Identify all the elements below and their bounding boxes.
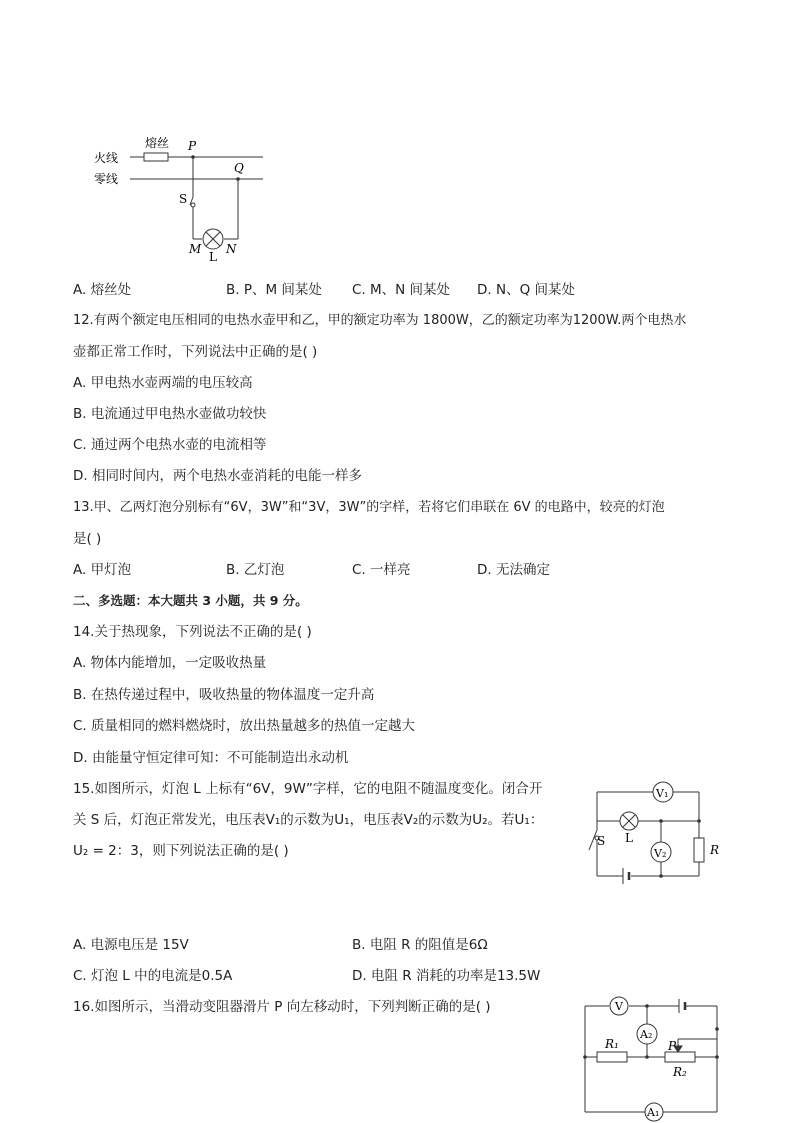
q15-v2-label: V₂ <box>654 847 667 860</box>
point-n-label: N <box>226 242 237 256</box>
q15-switch-label: S <box>597 834 606 848</box>
q15-v1-label: V₁ <box>656 787 669 800</box>
q12-option-b: B. 电流通过甲电热水壶做功较快 <box>73 406 267 422</box>
q15-option-d: D. 电阻 R 消耗的功率是13.5W <box>352 968 541 984</box>
section-heading-multi-choice: 二、多选题：本大题共 3 小题，共 9 分。 <box>73 593 308 608</box>
q13-stem-line1: 13.甲、乙两灯泡分别标有“6V，3W”和“3V，3W”的字样，若将它们串联在 6V 的电路中，较亮的灯泡 <box>73 500 665 515</box>
q15-circuit-figure <box>585 778 720 888</box>
switch-s-label: S <box>179 192 188 206</box>
q15-option-c: C. 灯泡 L 中的电流是0.5A <box>73 968 233 984</box>
q15-stem-line2: 关 S 后，灯泡正常发光，电压表V₁的示数为U₁，电压表V₂的示数为U₂。若U₁： <box>73 812 544 828</box>
q13-option-a: A. 甲灯泡 <box>73 562 132 578</box>
q16-circuit-figure <box>575 996 725 1118</box>
q11-option-c: C. M、N 间某处 <box>352 282 451 298</box>
q14-option-a: A. 物体内能增加，一定吸收热量 <box>73 655 267 671</box>
q14-option-d: D. 由能量守恒定律可知：不可能制造出永动机 <box>73 750 349 766</box>
point-p-label: P <box>188 139 197 153</box>
q13-option-d: D. 无法确定 <box>477 562 550 578</box>
q13-option-b: B. 乙灯泡 <box>226 562 285 578</box>
q12-option-c: C. 通过两个电热水壶的电流相等 <box>73 437 267 453</box>
q14-option-b: B. 在热传递过程中，吸收热量的物体温度一定升高 <box>73 687 375 703</box>
q16-a2-label: A₂ <box>640 1028 653 1041</box>
q15-resistor-label: R <box>710 843 720 857</box>
q15-lamp-label: L <box>625 831 633 845</box>
q12-stem-line1: 12.有两个额定电压相同的电热水壶甲和乙，甲的额定功率为 1800W，乙的额定功率为1200W.两个电热水 <box>73 313 687 328</box>
q15-option-b: B. 电阻 R 的阻值是6Ω <box>352 937 488 953</box>
point-q-label: Q <box>234 161 244 175</box>
fuse-label: 熔丝 <box>145 136 170 150</box>
lamp-l-label: L <box>209 250 217 264</box>
q16-voltmeter-label: V <box>615 1000 623 1013</box>
q15-option-a: A. 电源电压是 15V <box>73 937 189 953</box>
q14-stem: 14.关于热现象，下列说法不正确的是( ) <box>73 624 312 640</box>
live-wire-label: 火线 <box>94 151 119 165</box>
q11-circuit-figure <box>90 135 290 265</box>
q11-option-d: D. N、Q 间某处 <box>477 282 575 298</box>
q12-option-d: D. 相同时间内，两个电热水壶消耗的电能一样多 <box>73 468 362 484</box>
q11-option-a: A. 熔丝处 <box>73 282 132 298</box>
q13-stem-line2: 是( ) <box>73 531 102 547</box>
q15-stem-line3: U₂ = 2：3，则下列说法正确的是( ) <box>73 843 289 859</box>
q16-a1-label: A₁ <box>647 1106 660 1119</box>
q11-option-b: B. P、M 间某处 <box>226 282 322 298</box>
neutral-wire-label: 零线 <box>94 172 119 186</box>
q12-stem-line2: 壶都正常工作时，下列说法中正确的是( ) <box>73 344 318 360</box>
q13-option-c: C. 一样亮 <box>352 562 411 578</box>
q16-slider-p-label: P <box>668 1039 677 1053</box>
q16-stem: 16.如图所示，当滑动变阻器滑片 P 向左移动时，下列判断正确的是( ) <box>73 999 491 1015</box>
q16-r1-label: R₁ <box>605 1037 619 1051</box>
q12-option-a: A. 甲电热水壶两端的电压较高 <box>73 375 253 391</box>
q16-r2-label: R₂ <box>673 1065 687 1079</box>
point-m-label: M <box>189 242 202 256</box>
q15-stem-line1: 15.如图所示，灯泡 L 上标有“6V，9W”字样，它的电阻不随温度变化。闭合开 <box>73 781 543 797</box>
q14-option-c: C. 质量相同的燃料燃烧时，放出热量越多的热值一定越大 <box>73 718 416 734</box>
